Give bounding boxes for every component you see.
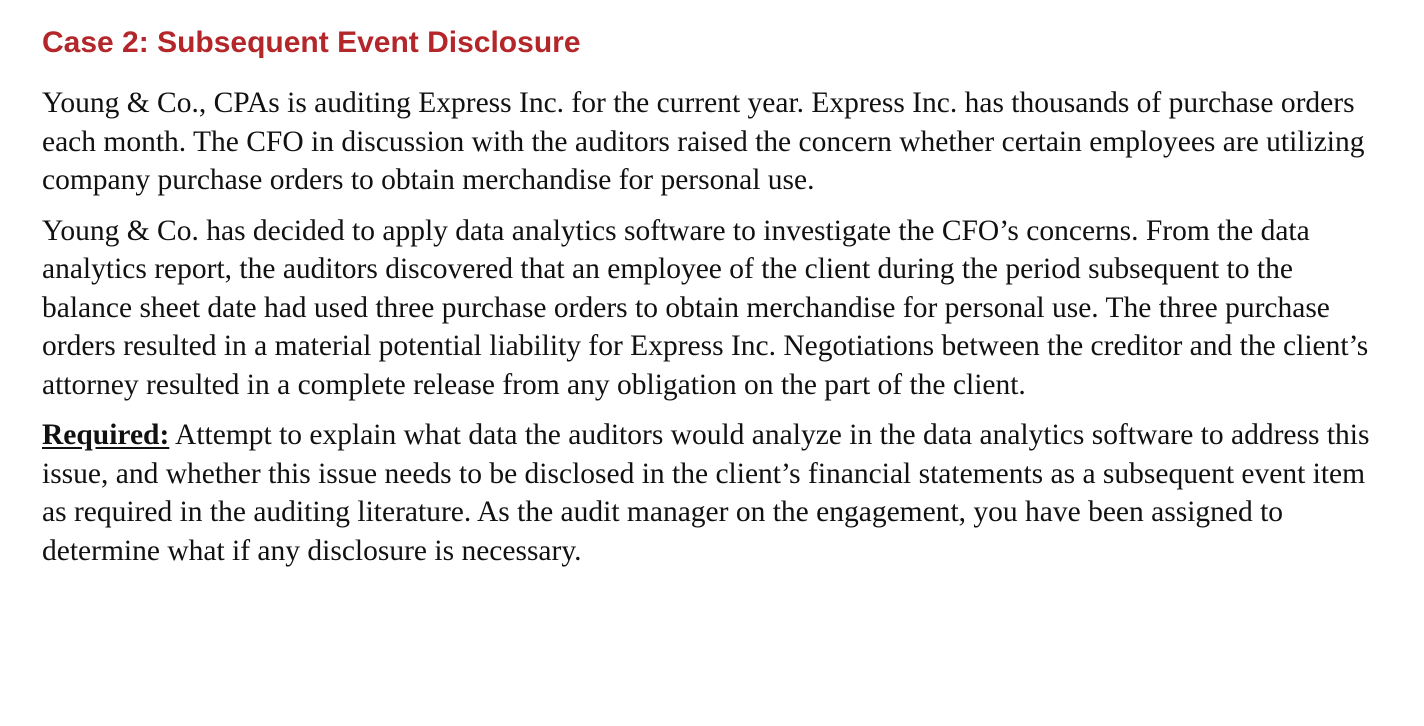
- required-label: Required:: [42, 419, 170, 451]
- paragraph-required: [42, 416, 1382, 570]
- paragraph-findings: Young & Co. has decided to apply data analytics software to investigate the CFO’s concerns. From the data analytics report, the auditors discovered that an employee of the client during the period subsequent to the balance sheet date had used three purchase orders to obtain merchandise for personal use. The three purchase orders resulted in a material potential liability for Express Inc. Negotiations between the creditor and the client’s attorney resulted in a complete release from any obligation on the part of the client.: [42, 214, 1369, 401]
- paragraph-intro: Young & Co., CPAs is auditing Express Inc. for the current year. Express Inc. has thousands of purchase orders each month. The CFO in discussion with the auditors raised the concern whether certain employees are utilizing company purchase orders to obtain merchandise for personal use.: [42, 87, 1365, 196]
- document-page: [42, 24, 1382, 582]
- case-title: Case 2: Subsequent Event Disclosure: [42, 26, 581, 59]
- required-text: Attempt to explain what data the auditors would analyze in the data analytics software to address this issue, and whether this issue needs to be disclosed in the client’s financial statements as a subsequent event item as required in the auditing literature. As the audit manager on the engagement, you have been assigned to determine what if any disclosure is necessary.: [42, 419, 1370, 567]
